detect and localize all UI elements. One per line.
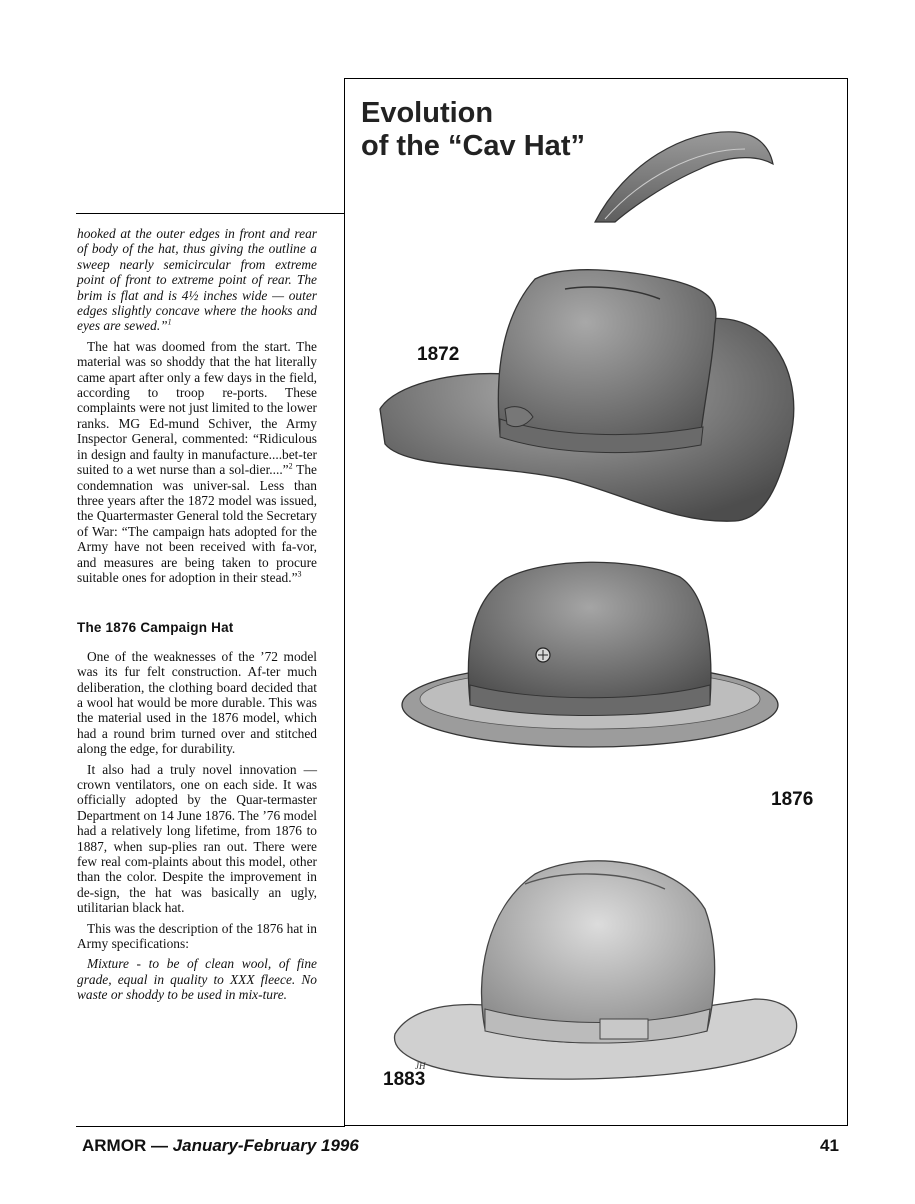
paragraph: One of the weaknesses of the ’72 model was its fur felt construction. Af-ter much deliberation, the clothing board decided that a wool hat would be more durable. This was the material used in the 1876 model, which had a round brim turned over and stitched along the edge, for durability. [77,648,317,757]
footnote-ref: 1 [167,317,172,327]
footnote-ref: 3 [297,569,302,579]
label-1872: 1872 [417,344,460,365]
page-number: 41 [820,1136,839,1155]
footnote-ref: 2 [288,461,293,471]
hat-1883-illustration [385,849,805,1089]
hat-1872-illustration [375,259,815,529]
brim-fragment-illustration [585,124,785,234]
paragraph: The hat was doomed from the start. The material was so shoddy that the hat literally came apart after only a few days in the field, according to troop re-ports. These complaints were not just limited to the lower ranks. MG Ed-mund Schiver, the Army Inspector General, commented: “Ridiculous in design and faulty in manufacture....bet-ter suited to a wet nurse than a sol-dier....”$^2$ The condemnation was univer-sal. Less than three years after the 1872 model was issued, the Quartermaster General told the Secretary of War: “The campaign hats adopted for the Army have not been received with fa-vor, and measures are being taken to procure suitable ones for adoption in their stead.”$^3$ [77,338,317,585]
paragraph: This was the description of the 1876 hat in Army specifications: [77,920,317,952]
spec-quote: Mixture - to be of clean wool, of fine grade, equal in quality to XXX fleece. No waste or shoddy to be used in mix-ture. [77,956,317,1003]
label-1876: 1876 [771,789,814,810]
paragraph: It also had a truly novel innovation — crown ventilators, one on each side. It was officially adopted by the Quar-termaster Department on 14 June 1876. The ’76 model had a relatively long lifetime, from 1876 to 1887, when sup-plies ran out. There were few real com-plaints about this model, other than the color. Despite the improvement in de-sign, the hat was basically an ugly, utilitarian black hat. [77,761,317,916]
artist-initials: JH [415,1061,426,1071]
running-footer: ARMOR — January-February 1996 [82,1136,359,1155]
column-top-rule [76,213,345,214]
hat-evolution-figure [344,78,848,1126]
column-bottom-rule [76,1126,345,1127]
section-heading: The 1876 Campaign Hat [77,620,234,636]
article-column [77,226,317,1008]
label-1883: 1883 [383,1069,426,1090]
hat-1876-illustration [395,557,785,757]
quote-continuation: hooked at the outer edges in front and rear of body of the hat, thus giving the outline a sweep nearly semicircular from extreme point of front to extreme point of rear. The brim is flat and is 4½ inches wide — outer edges slightly concave where the hooks and eyes are sewed.”$^1$ [77,226,317,334]
figure-title: Evolution of the “Cav Hat” [361,97,585,162]
